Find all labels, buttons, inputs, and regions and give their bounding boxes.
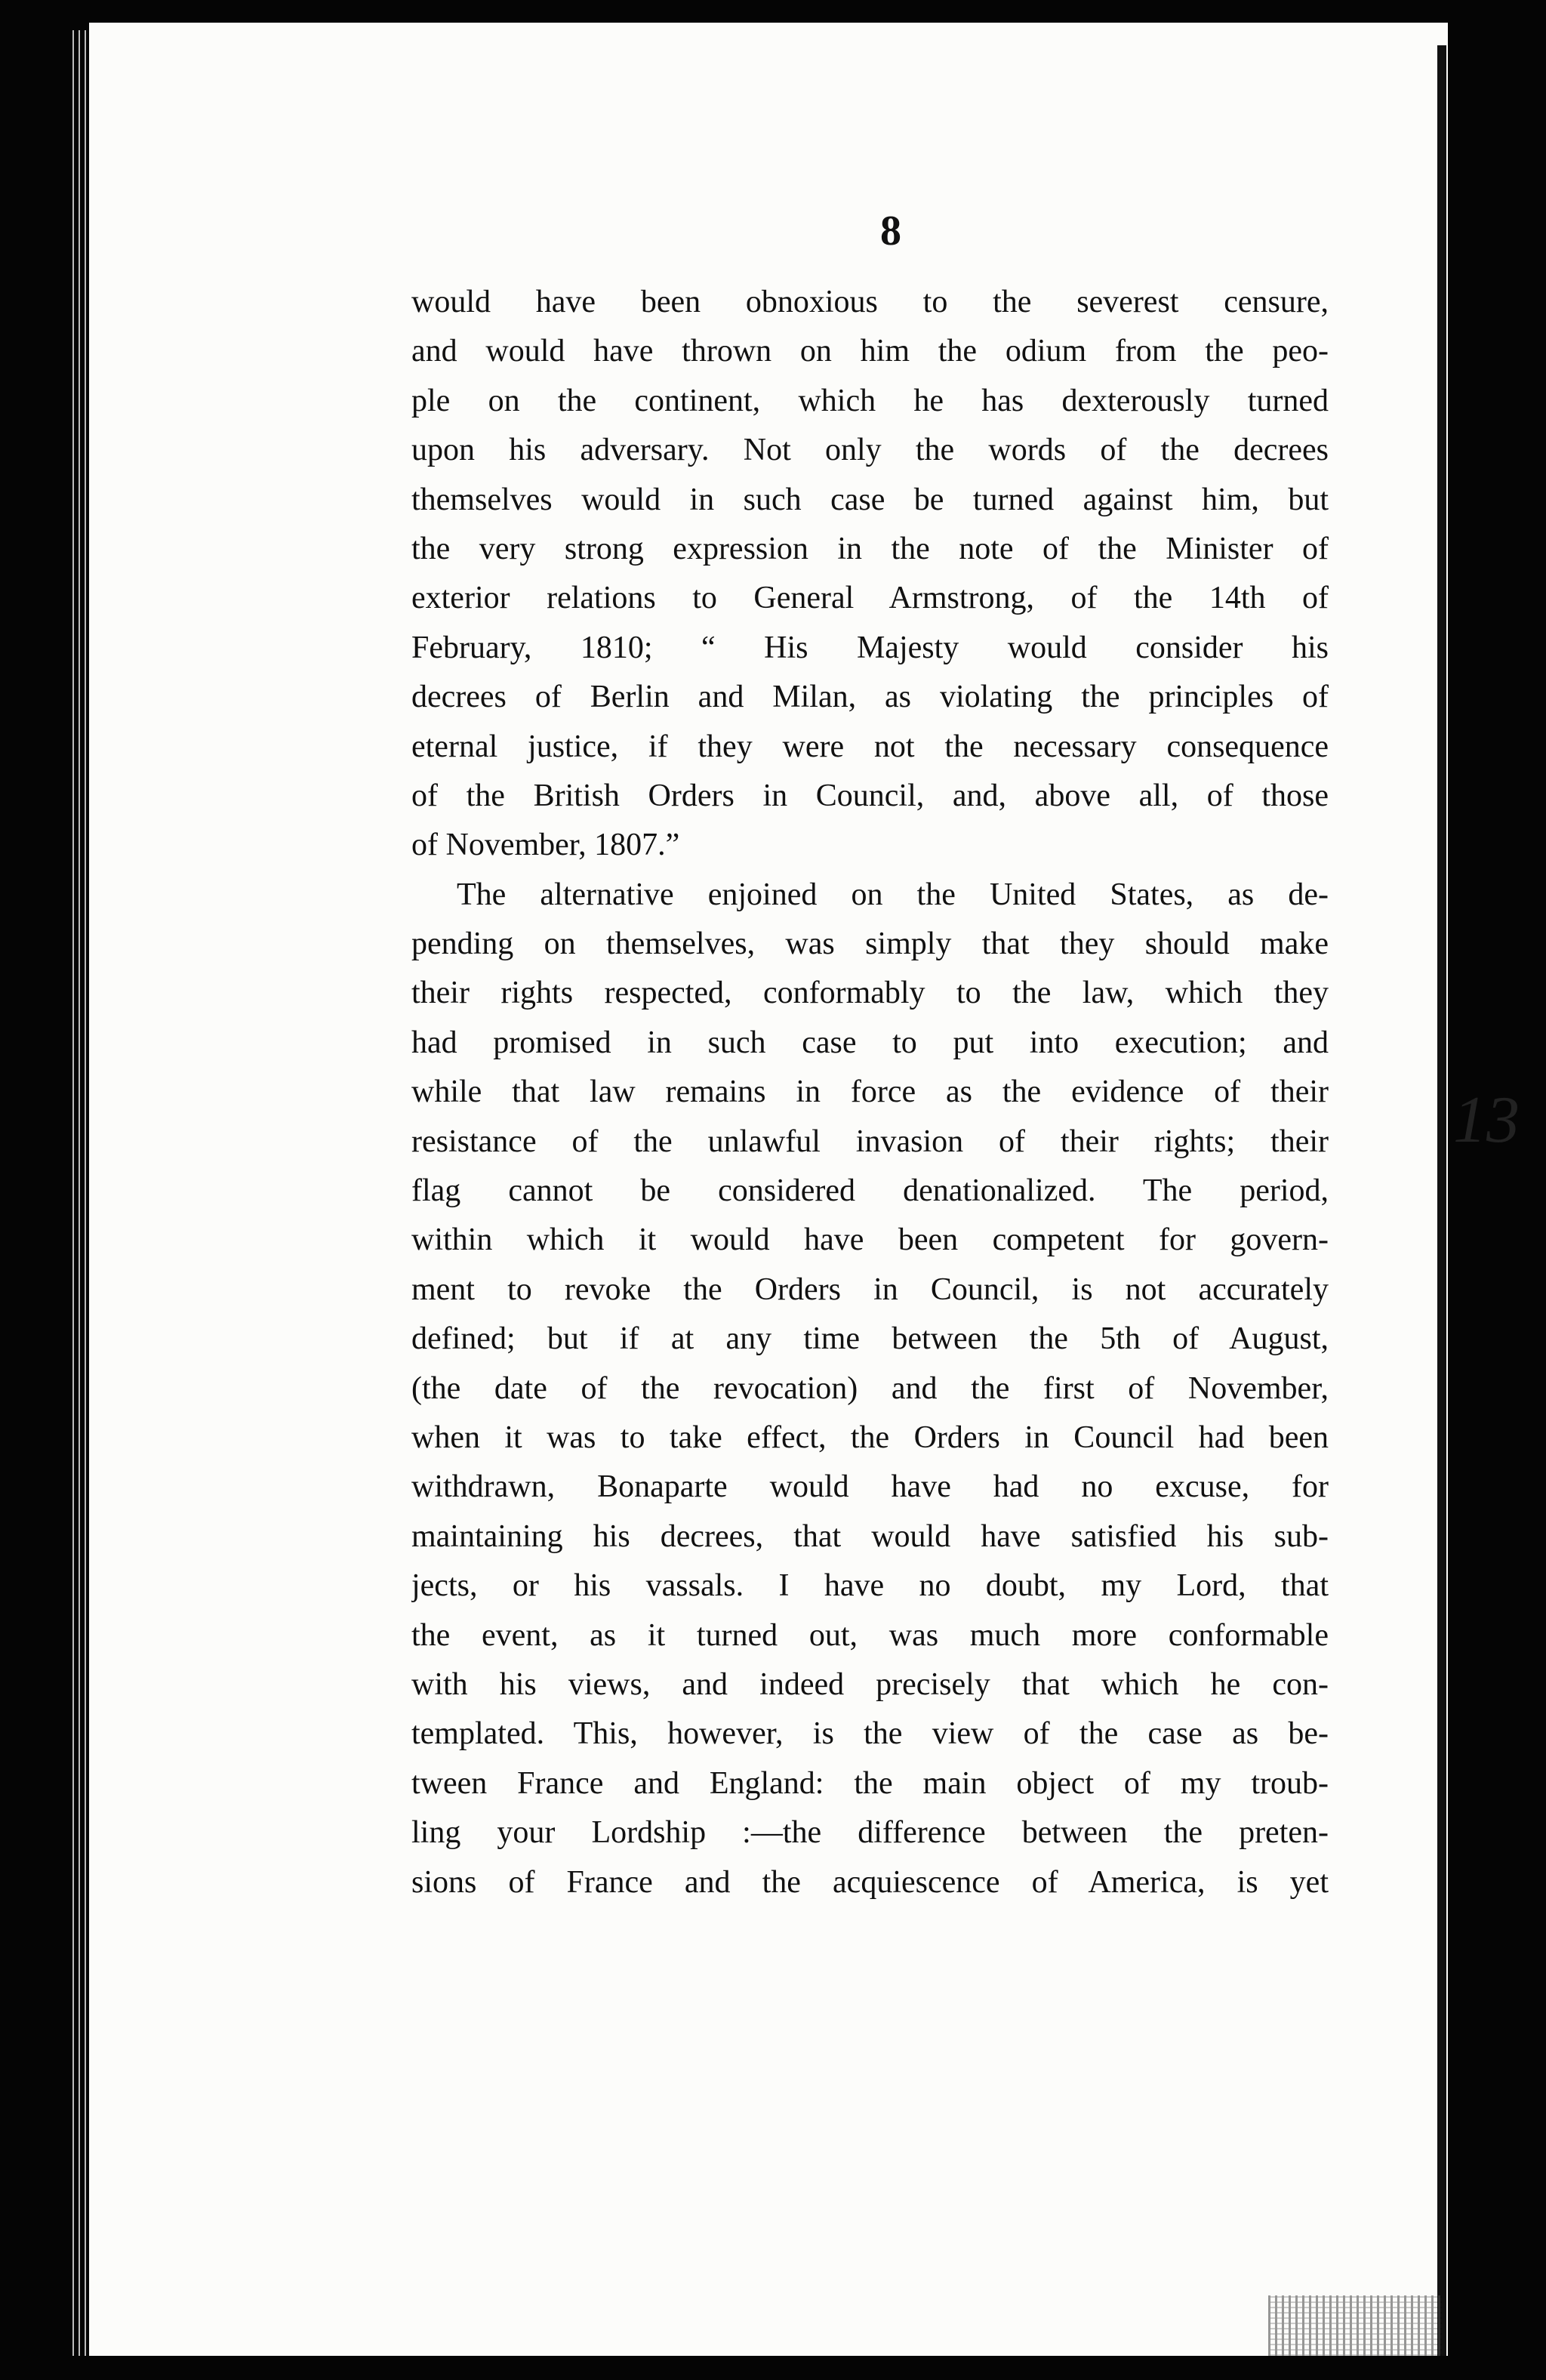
text-line: defined; but if at any time between the 5th of August, <box>411 1321 1329 1357</box>
text-line: upon his adversary. Not only the words of the decrees <box>411 433 1329 468</box>
paragraph-start-line: The alternative enjoined on the United States, as de- <box>457 877 1329 912</box>
handwritten-margin-note: 13 <box>1453 1084 1520 1157</box>
scan-noise <box>1268 2295 1442 2356</box>
text-line: themselves would in such case be turned against him, but <box>411 482 1329 517</box>
text-line: within which it would have been competent for govern- <box>411 1222 1329 1258</box>
text-line: decrees of Berlin and Milan, as violating the principles of <box>411 680 1329 715</box>
text-line: pending on themselves, was simply that they should make <box>411 926 1329 962</box>
text-line: of November, 1807.” <box>411 828 680 863</box>
text-line: when it was to take effect, the Orders in Council had been <box>411 1420 1329 1455</box>
page-edge <box>79 30 80 2356</box>
text-line: ple on the continent, which he has dexterously turned <box>411 383 1329 418</box>
page-number: 8 <box>880 208 901 254</box>
text-line: sions of France and the acquiescence of America, is yet <box>411 1864 1329 1900</box>
text-line: the very strong expression in the note of the Minister of <box>411 531 1329 566</box>
page-edge <box>72 30 74 2356</box>
text-line: with his views, and indeed precisely that which he con- <box>411 1666 1329 1702</box>
text-line: flag cannot be considered denationalized. The period, <box>411 1173 1329 1209</box>
text-line: resistance of the unlawful invasion of their rights; their <box>411 1124 1329 1159</box>
text-line: February, 1810; “ His Majesty would consider his <box>411 630 1329 665</box>
text-line: while that law remains in force as the evidence of their <box>411 1074 1329 1110</box>
text-line: withdrawn, Bonaparte would have had no excuse, for <box>411 1469 1329 1505</box>
page-body-text <box>411 278 1329 1907</box>
text-line: templated. This, however, is the view of the case as be- <box>411 1716 1329 1752</box>
text-line: and would have thrown on him the odium from the peo- <box>411 334 1329 369</box>
text-line: had promised in such case to put into execution; and <box>411 1025 1329 1060</box>
text-line: would have been obnoxious to the severest censure, <box>411 285 1329 319</box>
text-line: their rights respected, conformably to the law, which they <box>411 976 1329 1011</box>
text-line: jects, or his vassals. I have no doubt, my Lord, that <box>411 1568 1329 1604</box>
text-line: ment to revoke the Orders in Council, is not accurately <box>411 1272 1329 1307</box>
text-line: tween France and England: the main object of my troub- <box>411 1765 1329 1801</box>
text-line: of the British Orders in Council, and, above all, of those <box>411 778 1329 813</box>
text-line: (the date of the revocation) and the first of November, <box>411 1370 1329 1406</box>
text-line: exterior relations to General Armstrong, of the 14th of <box>411 581 1329 616</box>
text-line: the event, as it turned out, was much more conformable <box>411 1617 1329 1653</box>
page-edge <box>85 30 86 2356</box>
text-line: ling your Lordship :—the difference between the preten- <box>411 1815 1329 1851</box>
text-line: maintaining his decrees, that would have satisfied his sub- <box>411 1518 1329 1554</box>
page-spine <box>1437 45 1446 2356</box>
text-line: eternal justice, if they were not the necessary consequence <box>411 729 1329 764</box>
